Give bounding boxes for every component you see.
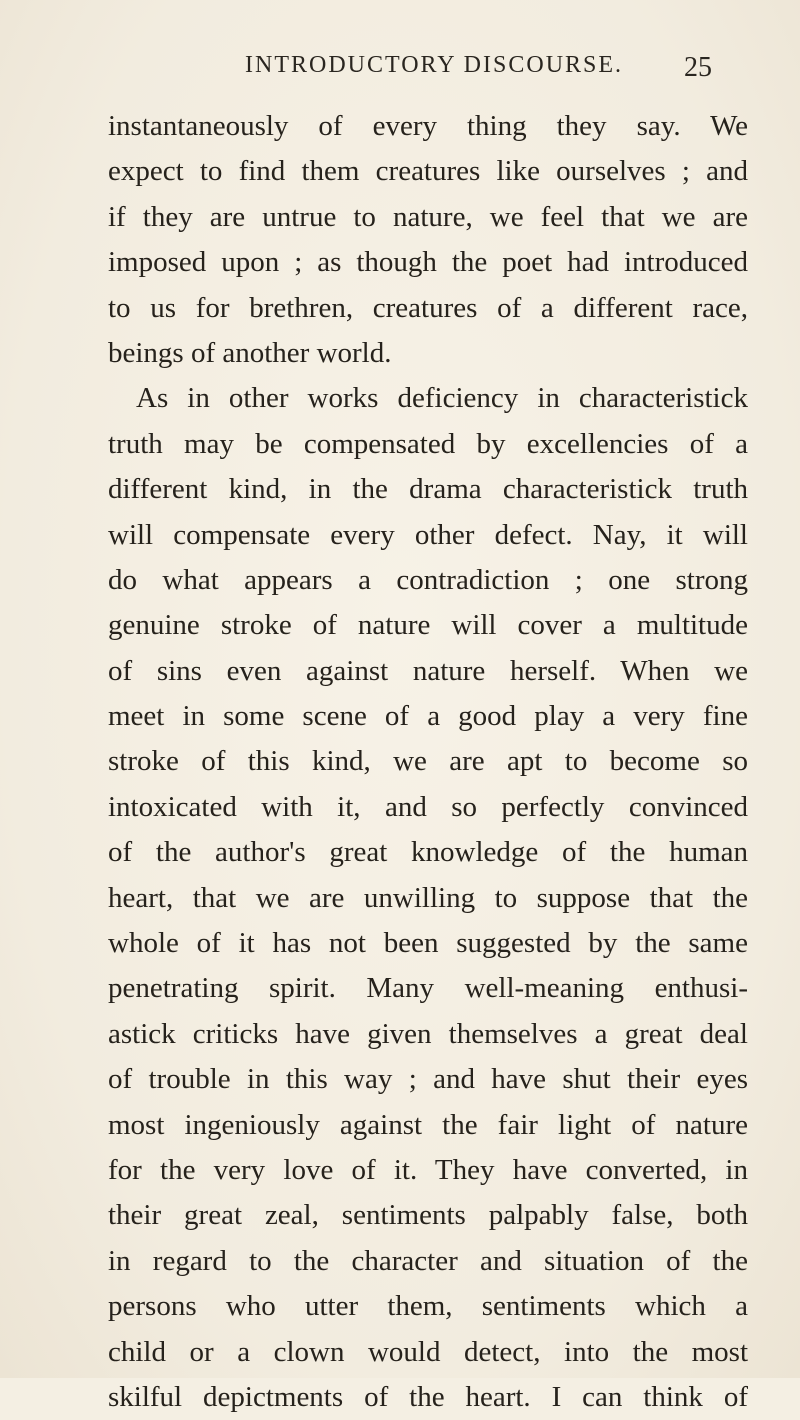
text-line: most ingeniously against the fair light of nature (108, 1108, 748, 1141)
text-line: different kind, in the drama characteristick truth (108, 473, 748, 506)
text-line: their great zeal, sentiments palpably false, both (108, 1199, 748, 1232)
text-line: meet in some scene of a good play a very fine (108, 700, 748, 733)
text-line: child or a clown would detect, into the most (108, 1335, 748, 1368)
page-header (0, 52, 800, 92)
page-number: 25 (684, 52, 712, 83)
text-line: instantaneously of every thing they say. We (108, 110, 748, 142)
paragraph-start-line: As in other works deficiency in characteristick (136, 382, 748, 415)
text-line: of trouble in this way ; and have shut their eyes (108, 1063, 748, 1096)
text-line: if they are untrue to nature, we feel that we are (108, 200, 748, 233)
text-line: persons who utter them, sentiments which a (108, 1290, 748, 1323)
text-line: do what appears a contradiction ; one strong (108, 563, 748, 596)
text-line: skilful depictments of the heart. I can think of (108, 1380, 748, 1413)
text-line: truth may be compensated by excellencies of a (108, 427, 748, 460)
text-line: for the very love of it. They have converted, in (108, 1153, 748, 1186)
text-line: whole of it has not been suggested by the same (108, 927, 748, 960)
text-line: genuine stroke of nature will cover a multitude (108, 609, 748, 642)
text-line: in regard to the character and situation of the (108, 1244, 748, 1277)
text-line: intoxicated with it, and so perfectly convinced (108, 790, 748, 823)
running-title: INTRODUCTORY DISCOURSE. (245, 52, 624, 78)
text-line: heart, that we are unwilling to suppose that the (108, 881, 748, 914)
text-line: astick criticks have given themselves a great deal (108, 1017, 748, 1050)
text-line: stroke of this kind, we are apt to become so (108, 745, 748, 778)
body-text (108, 104, 748, 1420)
text-line: of the author's great knowledge of the human (108, 836, 748, 869)
text-line: will compensate every other defect. Nay, it will (108, 518, 748, 551)
text-line: penetrating spirit. Many well-meaning enthusi- (108, 972, 748, 1005)
text-line: to us for brethren, creatures of a different race, (108, 291, 748, 324)
text-line: imposed upon ; as though the poet had introduced (108, 246, 748, 279)
text-line: of sins even against nature herself. When we (108, 654, 748, 687)
paragraph-end-line: beings of another world. (108, 336, 392, 369)
text-line: expect to find them creatures like ourselves ; and (108, 155, 748, 188)
